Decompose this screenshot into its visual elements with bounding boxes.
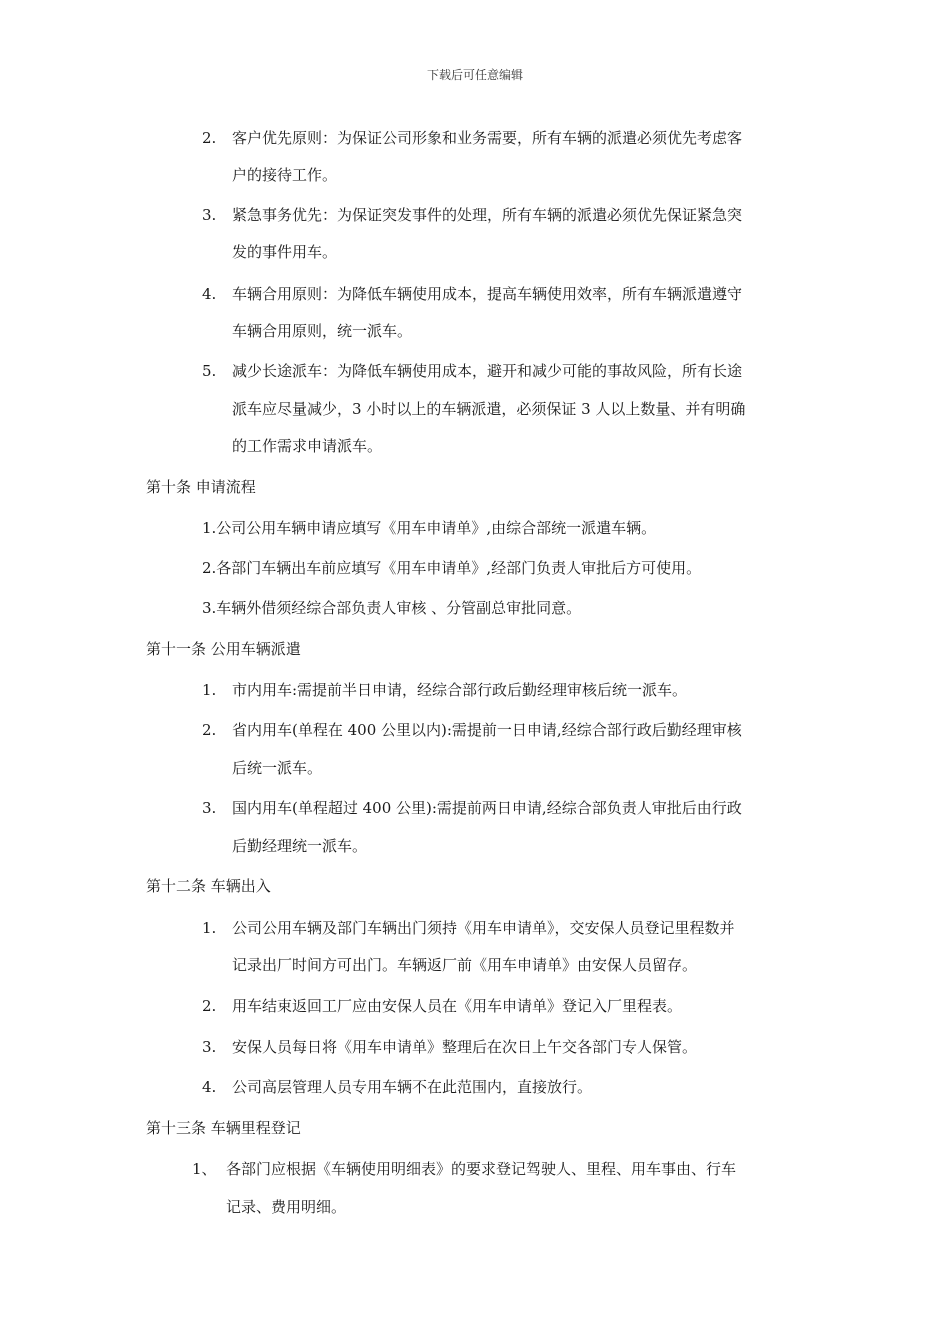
item-text: 后勤经理统一派车。 (232, 837, 368, 855)
item-text: 各部门应根据《车辆使用明细表》的要求登记驾驶人、里程、用车事由、行车 (226, 1160, 737, 1178)
item-text: 省内用车(单程在 400 公里以内):需提前一日申请,经综合部行政后勤经理审核 (232, 721, 742, 739)
item-number: 2. (202, 997, 217, 1015)
item-text: 派车应尽量减少，3 小时以上的车辆派遣，必须保证 3 人以上数量、并有明确 (232, 400, 746, 418)
section-heading: 第十条 申请流程 (146, 478, 256, 496)
item-number: 3. (202, 1038, 217, 1056)
item-number: 2. (202, 721, 217, 739)
list-item: 1.公司公用车辆申请应填写《用车申请单》,由综合部统一派遣车辆。 (202, 519, 657, 537)
item-text: 车辆合用原则，统一派车。 (232, 322, 413, 340)
item-number: 1. (202, 681, 217, 699)
item-number: 3. (202, 206, 217, 224)
item-text: 公司公用车辆及部门车辆出门须持《用车申请单》，交安保人员登记里程数并 (232, 919, 735, 937)
section-heading: 第十二条 车辆出入 (146, 877, 271, 895)
item-text: 国内用车(单程超过 400 公里):需提前两日申请,经综合部负责人审批后由行政 (232, 799, 742, 817)
item-text: 户的接待工作。 (232, 166, 338, 184)
item-text: 安保人员每日将《用车申请单》整理后在次日上午交各部门专人保管。 (232, 1038, 698, 1056)
item-text: 公司高层管理人员专用车辆不在此范围内，直接放行。 (232, 1078, 593, 1096)
item-number: 4. (202, 285, 217, 303)
item-text: 客户优先原则：为保证公司形象和业务需要，所有车辆的派遣必须优先考虑客 (232, 129, 743, 147)
item-number: 1、 (192, 1160, 217, 1178)
item-text: 记录、费用明细。 (226, 1198, 347, 1216)
section-heading: 第十三条 车辆里程登记 (146, 1119, 301, 1137)
item-text: 市内用车:需提前半日申请，经综合部行政后勤经理审核后统一派车。 (232, 681, 688, 699)
item-number: 1. (202, 919, 217, 937)
item-number: 5. (202, 362, 217, 380)
item-number: 4. (202, 1078, 217, 1096)
list-item: 2.各部门车辆出车前应填写《用车申请单》,经部门负责人审批后方可使用。 (202, 559, 702, 577)
item-text: 的工作需求申请派车。 (232, 437, 383, 455)
item-text: 发的事件用车。 (232, 243, 338, 261)
item-text: 用车结束返回工厂应由安保人员在《用车申请单》登记入厂里程表。 (232, 997, 683, 1015)
item-text: 记录出厂时间方可出门。车辆返厂前《用车申请单》由安保人员留存。 (232, 956, 698, 974)
item-text: 车辆合用原则：为降低车辆使用成本，提高车辆使用效率，所有车辆派遣遵守 (232, 285, 743, 303)
page-header: 下载后可任意编辑 (426, 68, 523, 82)
item-text: 减少长途派车：为降低车辆使用成本，避开和减少可能的事故风险，所有长途 (232, 362, 743, 380)
item-number: 2. (202, 129, 217, 147)
list-item: 3.车辆外借须经综合部负责人审核 、分管副总审批同意。 (202, 599, 582, 617)
item-text: 后统一派车。 (232, 759, 323, 777)
section-heading: 第十一条 公用车辆派遣 (146, 640, 301, 658)
item-text: 紧急事务优先：为保证突发事件的处理，所有车辆的派遣必须优先保证紧急突 (232, 206, 743, 224)
item-number: 3. (202, 799, 217, 817)
